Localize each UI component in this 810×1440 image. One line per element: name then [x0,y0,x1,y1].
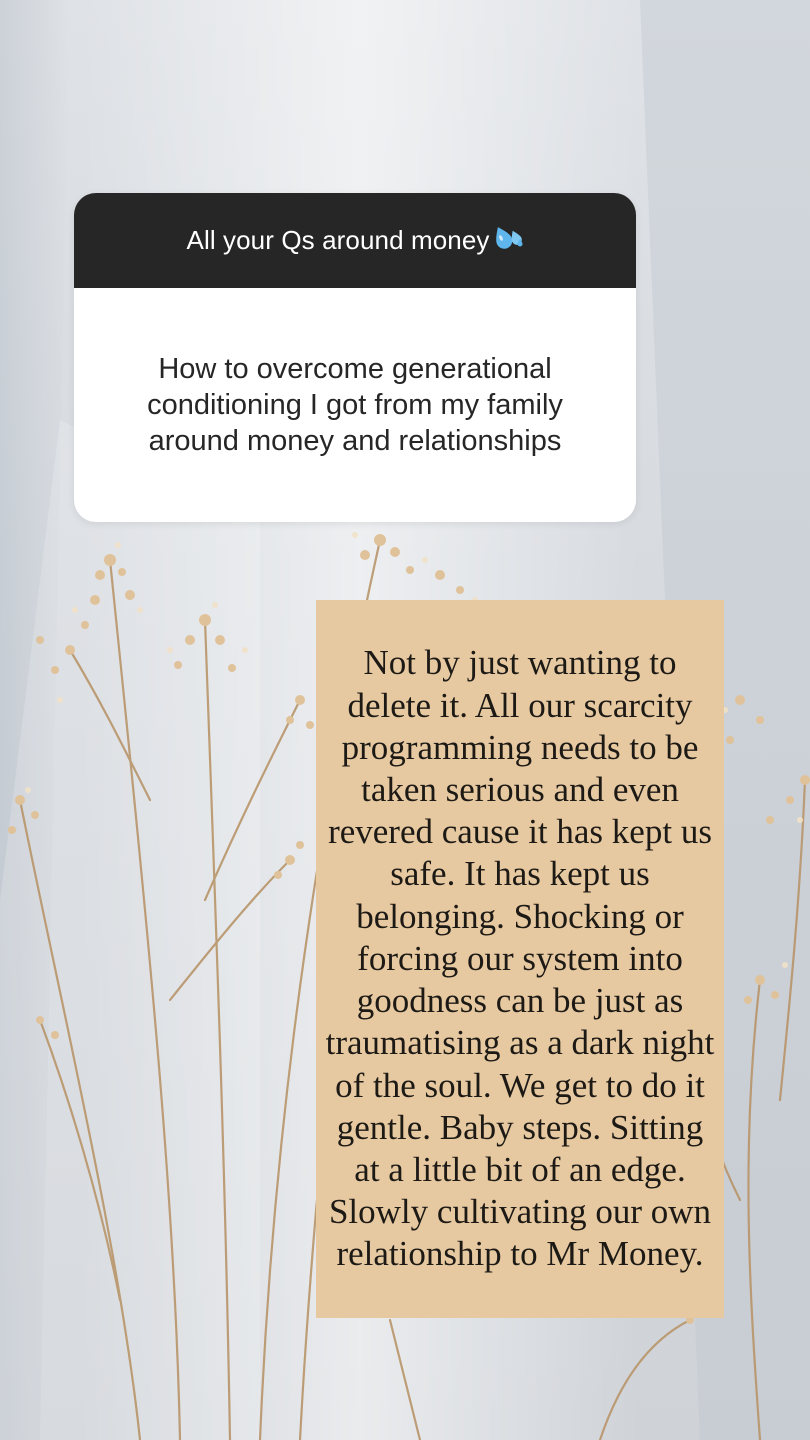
sweat-droplets-icon [494,224,524,257]
question-text: How to overcome generational conditioning I got from my family around money and relationships [147,353,563,457]
question-sticker-header [74,193,636,288]
answer-text: Not by just wanting to delete it. All our scarcity programming needs to be taken serious and even revered cause it has kept us safe. It has kept us belonging. Shocking or forcing our system into goodness can be just as traumatising as a dark night of the soul. We get to do it gentle. Baby steps. Sitting at a little bit of an edge. Slowly cultivating our own relationship to Mr Money. [325,643,715,1274]
question-sticker-title: All your Qs around money [186,225,490,255]
question-sticker-card[interactable] [74,193,636,522]
answer-text-box [316,600,724,1318]
question-text-area [74,288,636,522]
